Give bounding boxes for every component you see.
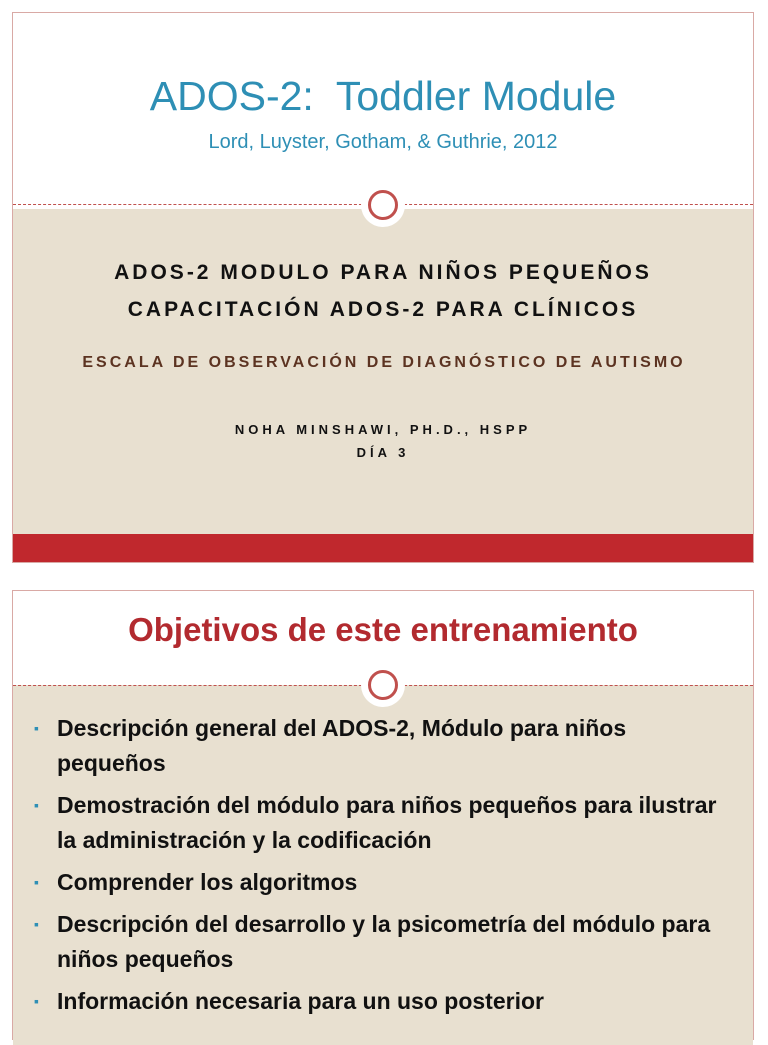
square-bullet-icon: ▪ [34,797,39,813]
list-item-text: Información necesaria para un uso posterior [57,988,544,1014]
scale-name: ESCALA DE OBSERVACIÓN DE DIAGNÓSTICO DE AUTISMO [82,354,686,371]
bullet-list [13,685,753,1019]
list-item-text: Demostración del módulo para niños pequeños para ilustrar la administración y la codificación [57,792,717,853]
ring-ornament-icon [361,663,405,707]
title-slide [12,12,754,563]
heading-line-2: CAPACITACIÓN ADOS-2 PARA CLÍNICOS [127,298,639,321]
square-bullet-icon: ▪ [34,916,39,932]
list-item [34,907,733,977]
square-bullet-icon: ▪ [34,720,39,736]
ring-ornament-icon [361,183,405,227]
list-item [34,984,733,1019]
square-bullet-icon: ▪ [34,993,39,1009]
list-item-text: Descripción general del ADOS-2, Módulo para niños pequeños [57,715,627,776]
list-item-text: Comprender los algoritmos [57,869,358,895]
slide-title: ADOS-2: Toddler Module [149,73,617,119]
objectives-slide-body [13,685,753,1045]
objectives-slide [12,590,754,1040]
day-line: DÍA 3 [356,445,410,460]
slide-subtitle: Lord, Luyster, Gotham, & Guthrie, 2012 [208,131,558,153]
title-slide-header [13,13,753,209]
list-item [34,788,733,858]
title-slide-body [13,209,753,534]
list-item-text: Descripción del desarrollo y la psicometría del módulo para niños pequeños [57,911,711,972]
list-item [34,711,733,781]
list-item [34,865,733,900]
footer-band [13,534,753,562]
slide-title: Objetivos de este entrenamiento [128,611,638,648]
heading-line-1: ADOS-2 MODULO PARA NIÑOS PEQUEÑOS [114,261,652,284]
square-bullet-icon: ▪ [34,874,39,890]
author-line: NOHA MINSHAWI, PH.D., HSPP [234,422,532,437]
